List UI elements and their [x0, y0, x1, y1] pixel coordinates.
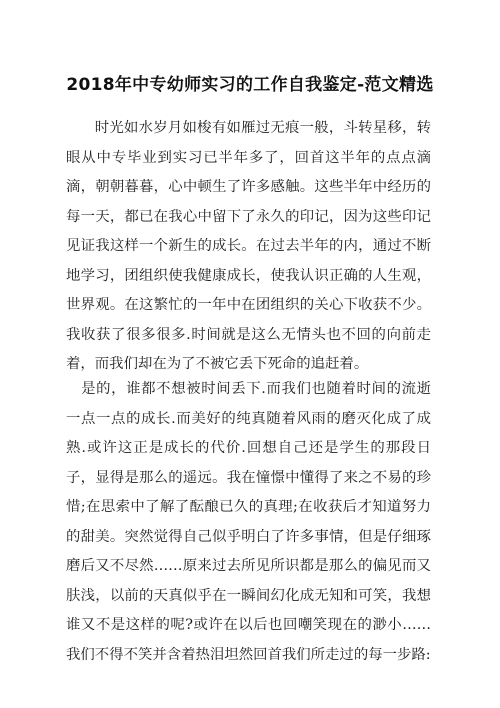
paragraph-2: 是的，谁都不想被时间丢下.而我们也随着时间的流逝一点一点的成长.而美好的纯真随着风雨的磨灭化成了成熟.或许这正是成长的代价.回想自己还是学生的那段日子，显得是那么的遥远。我在憧憬中懂得了来之不易的珍惜;在思索中了解了酝酿已久的真理;在收获后才知道努力的甜美。突然觉得自己似乎明白了许多事情，但是仔细琢磨后又不尽然……原来过去所见所识都是那么的偏见而又肤浅，以前的天真似乎在一瞬间幻化成无知和可笑，我想谁又不是这样的呢?或许在以后也回嘲笑现在的渺小……我们不得不笑并含着热泪坦然回首我们所走过的每一步路: [66, 381, 431, 663]
paragraph-1: 时光如水岁月如梭有如雁过无痕一般，斗转星移，转眼从中专毕业到实习已半年多了，回首这半年的点点滴滴，朝朝暮暮，心中顿生了许多感触。这些半年中经历的每一天，都已在我心中留下了永久的印记，因为这些印记见证我这样一个新生的成长。在过去半年的内，通过不断地学习，团组织使我健康成长，使我认识正确的人生观，世界观。在这繁忙的一年中在团组织的关心下收获不少。我收获了很多很多.时间就是这么无情头也不回的向前走着，而我们却在为了不被它丢下死命的追赶着。 [66, 120, 431, 372]
document-title: 2018年中专幼师实习的工作自我鉴定-范文精选 [66, 75, 434, 96]
